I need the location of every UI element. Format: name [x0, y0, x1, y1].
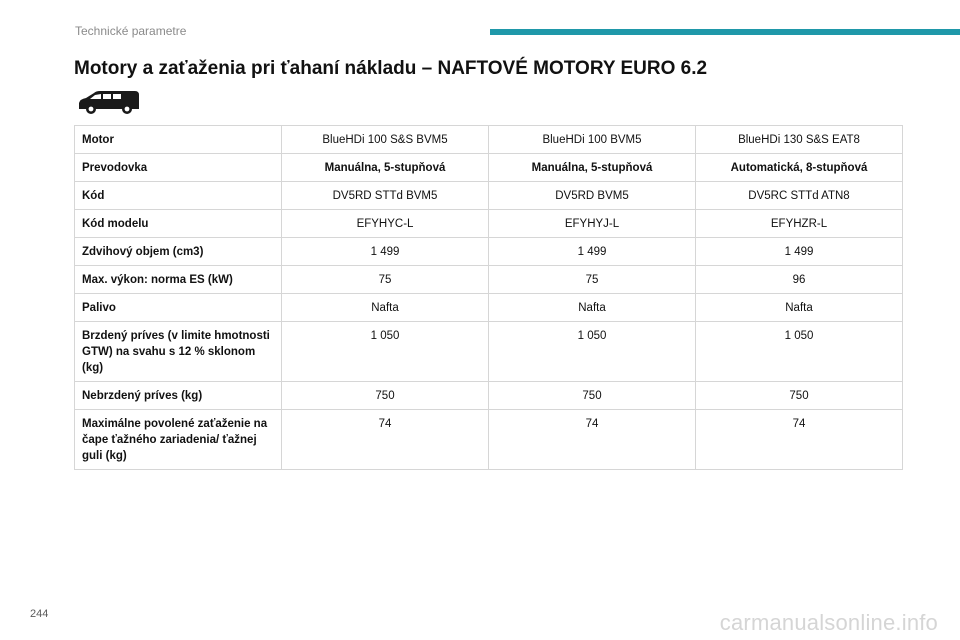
table-cell: EFYHYJ-L: [489, 210, 696, 238]
page-number: 244: [30, 608, 49, 620]
row-label: Max. výkon: norma ES (kW): [75, 266, 282, 294]
table-cell: 74: [696, 410, 903, 470]
table-cell: EFYHYC-L: [282, 210, 489, 238]
row-label: Palivo: [75, 294, 282, 322]
table-cell: 750: [282, 382, 489, 410]
table-cell: 750: [489, 382, 696, 410]
table-cell: DV5RD STTd BVM5: [282, 182, 489, 210]
table-cell: 1 499: [282, 238, 489, 266]
row-label: Kód: [75, 182, 282, 210]
table-row: [75, 210, 903, 238]
table-row: [75, 410, 903, 470]
row-label: Zdvihový objem (cm3): [75, 238, 282, 266]
row-label: Maximálne povolené zaťaženie na čape ťažného zariadenia/ ťažnej guli (kg): [75, 410, 282, 470]
table-cell: Automatická, 8-stupňová: [696, 154, 903, 182]
table-cell: BlueHDi 100 BVM5: [489, 126, 696, 154]
table-cell: Manuálna, 5-stupňová: [282, 154, 489, 182]
table-row: [75, 126, 903, 154]
table-row: [75, 238, 903, 266]
header-accent-bar: [490, 29, 960, 35]
row-label: Nebrzdený príves (kg): [75, 382, 282, 410]
table-cell: DV5RD BVM5: [489, 182, 696, 210]
table-row: [75, 382, 903, 410]
table-cell: BlueHDi 130 S&S EAT8: [696, 126, 903, 154]
table-cell: 74: [282, 410, 489, 470]
section-label: Technické parametre: [75, 24, 187, 38]
table-cell: 1 050: [696, 322, 903, 382]
watermark: carmanualsonline.info: [719, 610, 938, 635]
engine-spec-table: [74, 125, 903, 470]
table-row: [75, 154, 903, 182]
table-cell: 75: [489, 266, 696, 294]
row-label: Motor: [75, 126, 282, 154]
row-label: Kód modelu: [75, 210, 282, 238]
row-label: Brzdený príves (v limite hmotnosti GTW) na svahu s 12 % sklonom (kg): [75, 322, 282, 382]
row-label: Prevodovka: [75, 154, 282, 182]
table-cell: BlueHDi 100 S&S BVM5: [282, 126, 489, 154]
table-cell: 1 050: [489, 322, 696, 382]
table-cell: 96: [696, 266, 903, 294]
table-row: [75, 322, 903, 382]
table-row: [75, 294, 903, 322]
table-cell: 74: [489, 410, 696, 470]
table-cell: Nafta: [489, 294, 696, 322]
page-title: Motory a zaťaženia pri ťahaní nákladu – NAFTOVÉ MOTORY EURO 6.2: [74, 58, 708, 79]
table-cell: Nafta: [282, 294, 489, 322]
table-row: [75, 266, 903, 294]
table-cell: 1 499: [696, 238, 903, 266]
table-cell: 75: [282, 266, 489, 294]
table-cell: Manuálna, 5-stupňová: [489, 154, 696, 182]
table-cell: 1 050: [282, 322, 489, 382]
table-cell: 750: [696, 382, 903, 410]
table-cell: 1 499: [489, 238, 696, 266]
table-cell: Nafta: [696, 294, 903, 322]
table-cell: EFYHZR-L: [696, 210, 903, 238]
van-icon: [77, 88, 141, 116]
table-cell: DV5RC STTd ATN8: [696, 182, 903, 210]
table-row: [75, 182, 903, 210]
